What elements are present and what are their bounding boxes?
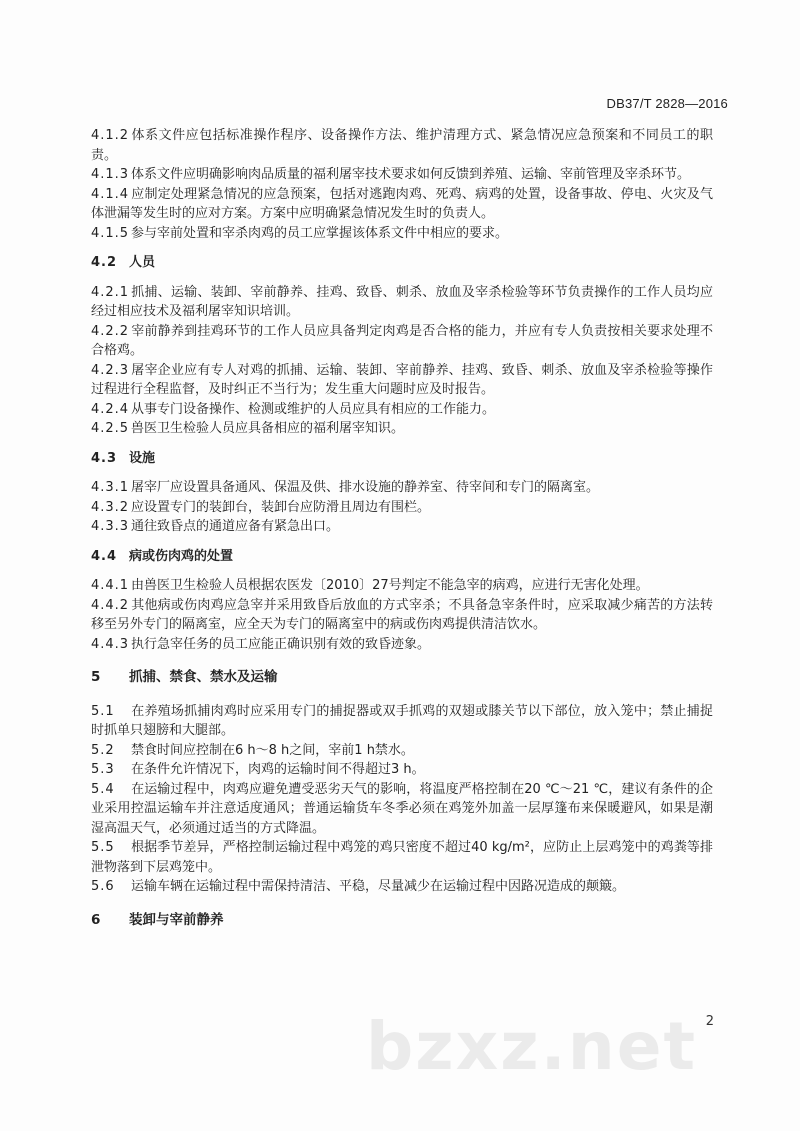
clause-text: 执行急宰任务的员工应能正确识别有效的致昏迹象。 [131, 636, 431, 652]
section-heading-4-3 [91, 449, 713, 469]
chapter-heading-6 [91, 911, 713, 931]
clause-text: 参与宰前处置和宰杀肉鸡的员工应掌握该体系文件中相应的要求。 [131, 225, 509, 241]
section-title: 人员 [129, 255, 156, 270]
clause-4-2-1 [91, 283, 713, 322]
section-number: 4.3 [91, 450, 118, 466]
clause-number: 4.2.5 [91, 421, 130, 436]
section-number: 4.2 [91, 255, 118, 270]
page-number: 2 [705, 1014, 714, 1029]
clause-number: 4.2.2 [91, 323, 130, 339]
clause-4-3-1 [91, 478, 713, 498]
clause-5-5 [91, 838, 713, 877]
clause-number: 4.4.1 [91, 578, 130, 593]
clause-4-1-4 [91, 185, 713, 224]
clause-number: 4.3.2 [91, 499, 130, 515]
clause-4-4-2 [91, 596, 713, 635]
clause-text: 从事专门设备操作、检测或维护的人员应具有相应的工作能力。 [131, 401, 496, 417]
clause-number: 4.1.2 [91, 128, 130, 143]
clause-number: 4.2.4 [91, 401, 130, 417]
clause-text: 在运输过程中，肉鸡应避免遭受恶劣天气的影响，将温度严格控制在20 ℃～21 ℃，建议有条件的企业采用控温运输车并注意适度通风；普通运输货车冬季必须在鸡笼外加盖一层厚篷布来保暖避风，如果是潮湿高温天气，必须通过适当的方式降温。 [91, 781, 713, 836]
clause-number: 4.1.4 [91, 186, 130, 202]
clause-number: 4.4.2 [91, 597, 130, 613]
clause-5-6 [91, 877, 713, 897]
clause-number: 4.1.5 [91, 225, 130, 241]
clause-4-2-4 [91, 400, 713, 420]
clause-text: 运输车辆在运输过程中需保持清洁、平稳，尽量减少在运输过程中因路况造成的颠簸。 [131, 879, 626, 894]
clause-5-3 [91, 760, 713, 780]
clause-5-4 [91, 780, 713, 839]
clause-number: 4.3.1 [91, 480, 130, 495]
clause-text: 应制定处理紧急情况的应急预案，包括对逃跑肉鸡、死鸡、病鸡的处置，设备事故、停电、火灾及气体泄漏等发生时的应对方案。方案中应明确紧急情况发生时的负责人。 [91, 186, 713, 221]
clause-number: 4.3.3 [91, 519, 130, 534]
clause-text: 兽医卫生检验人员应具备相应的福利屠宰知识。 [131, 421, 405, 436]
section-heading-4-4 [91, 547, 713, 567]
clause-number: 5.2 [91, 742, 115, 758]
clause-4-4-1 [91, 576, 713, 596]
standard-code: DB37/T 2828—2016 [606, 96, 728, 111]
chapter-title: 装卸与宰前静养 [129, 911, 224, 928]
clause-text: 应设置专门的装卸台，装卸台应防滑且周边有围栏。 [131, 499, 431, 515]
clause-text: 体系文件应包括标准操作程序、设备操作方法、维护清理方式、紧急情况应急预案和不同员工的职责。 [91, 128, 713, 163]
clause-text: 禁食时间应控制在6 h～8 h之间，宰前1 h禁水。 [131, 742, 414, 758]
clause-text: 通往致昏点的通道应备有紧急出口。 [131, 519, 340, 534]
clause-text: 在养殖场抓捕肉鸡时应采用专门的捕捉器或双手抓鸡的双翅或膝关节以下部位，放入笼中；禁止捕捉时抓单只翅膀和大腿部。 [91, 703, 713, 738]
section-title: 设施 [129, 450, 156, 466]
document-body [91, 126, 713, 944]
watermark-text: bzxz.net [366, 1008, 698, 1085]
section-heading-4-2 [91, 253, 713, 273]
clause-4-1-5 [91, 224, 713, 244]
clause-text: 抓捕、运输、装卸、宰前静养、挂鸡、致昏、刺杀、放血及宰杀检验等环节负责操作的工作人员均应经过相应技术及福利屠宰知识培训。 [91, 284, 713, 319]
section-number: 4.4 [91, 548, 118, 564]
clause-number: 5.1 [91, 703, 115, 719]
clause-number: 5.6 [91, 879, 115, 894]
chapter-heading-5 [91, 668, 713, 688]
clause-5-2 [91, 741, 713, 761]
clause-number: 5.5 [91, 840, 115, 855]
section-title: 病或伤肉鸡的处置 [129, 548, 234, 564]
clause-4-3-3 [91, 517, 713, 537]
clause-4-1-2 [91, 126, 713, 165]
chapter-title: 抓捕、禁食、禁水及运输 [129, 669, 278, 685]
chapter-number: 5 [91, 669, 102, 685]
clause-text: 屠宰厂应设置具备通风、保温及供、排水设施的静养室、待宰间和专门的隔离室。 [131, 480, 600, 495]
clause-text: 根据季节差异，严格控制运输过程中鸡笼的鸡只密度不超过40 kg/m²，应防止上层鸡笼中的鸡粪等排泄物落到下层鸡笼中。 [91, 840, 713, 875]
clause-number: 5.4 [91, 781, 115, 797]
clause-number: 4.2.1 [91, 284, 130, 300]
clause-text: 屠宰企业应有专人对鸡的抓捕、运输、装卸、宰前静养、挂鸡、致昏、刺杀、放血及宰杀检验等操作过程进行全程监督，及时纠正不当行为；发生重大问题时应及时报告。 [91, 362, 713, 397]
clause-text: 由兽医卫生检验人员根据农医发〔2010〕27号判定不能急宰的病鸡，应进行无害化处理。 [131, 578, 649, 593]
clause-number: 4.2.3 [91, 362, 130, 378]
clause-4-2-3 [91, 361, 713, 400]
clause-number: 4.1.3 [91, 167, 130, 182]
clause-number: 5.3 [91, 762, 115, 777]
clause-5-1 [91, 702, 713, 741]
clause-text: 在条件允许情况下，肉鸡的运输时间不得超过3 h。 [131, 762, 425, 777]
clause-4-2-5 [91, 419, 713, 439]
clause-text: 宰前静养到挂鸡环节的工作人员应具备判定肉鸡是否合格的能力，并应有专人负责按相关要求处理不合格鸡。 [91, 323, 713, 358]
clause-4-3-2 [91, 498, 713, 518]
clause-text: 其他病或伤肉鸡应急宰并采用致昏后放血的方式宰杀；不具备急宰条件时，应采取减少痛苦的方法转移至另外专门的隔离室，应全天为专门的隔离室中的病或伤肉鸡提供清洁饮水。 [91, 597, 713, 632]
clause-4-2-2 [91, 322, 713, 361]
clause-text: 体系文件应明确影响肉品质量的福利屠宰技术要求如何反馈到养殖、运输、宰前管理及宰杀环节。 [131, 167, 691, 182]
chapter-number: 6 [91, 911, 102, 928]
clause-4-1-3 [91, 165, 713, 185]
clause-number: 4.4.3 [91, 636, 130, 652]
clause-4-4-3 [91, 635, 713, 655]
